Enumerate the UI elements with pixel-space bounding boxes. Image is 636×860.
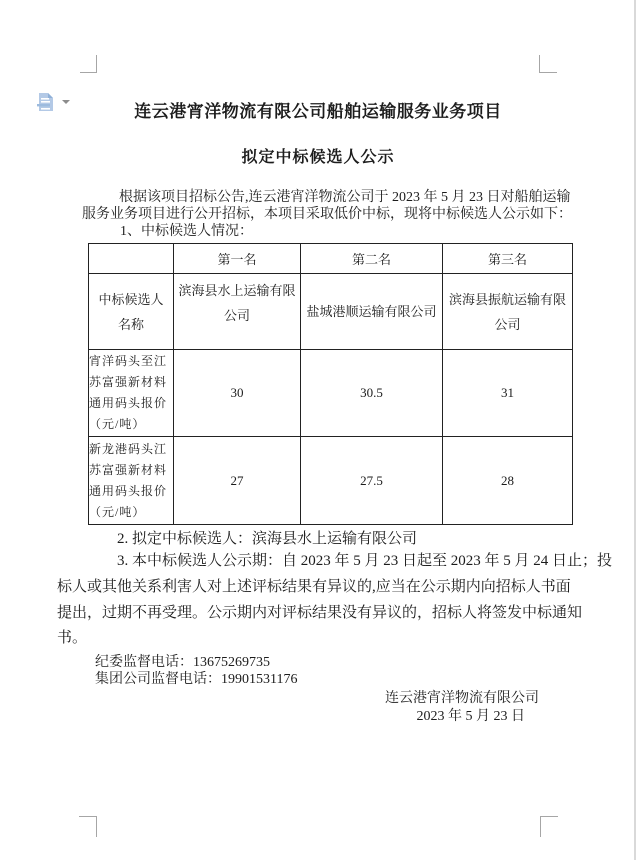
margin-mark-bottom-left	[79, 816, 97, 837]
quote-xinlonggang-2: 27.5	[301, 437, 443, 525]
quote-xiaoyang-2: 30.5	[301, 350, 443, 437]
intro-line-1: 根据该项目招标公告,连云港宵洋物流公司于 2023 年 5 月 23 日对船舶运输	[119, 190, 571, 205]
para3-line-1: 3. 本中标候选人公示期：自 2023 年 5 月 23 日起至 2023 年 5 月 24 日止；投	[117, 553, 613, 569]
margin-mark-bottom-right	[540, 816, 558, 837]
margin-mark-top-right	[539, 55, 557, 73]
quote-xinlonggang-3: 28	[443, 437, 573, 525]
signature-block	[385, 690, 539, 725]
document-subtitle: 拟定中标候选人公示	[241, 149, 395, 166]
para3-line-2: 标人或其他关系利害人对上述评标结果有异议的,应当在公示期内向招标人书面	[57, 579, 571, 595]
table-row-candidate-names	[89, 274, 573, 350]
intro-line-3: 1、中标候选人情况：	[120, 224, 253, 239]
candidate-1-name: 滨海县水上运输有限 公司	[174, 274, 301, 350]
group-phone-line: 集团公司监督电话：19901531176	[95, 672, 298, 687]
para3-line-4: 书。	[57, 630, 88, 646]
candidate-2-name: 盐城港顺运输有限公司	[301, 274, 443, 350]
document-title: 连云港宵洋物流有限公司船舶运输服务业务项目	[134, 102, 502, 121]
para3-line-3: 提出，过期不再受理。公示期内对评标结果没有异议的，招标人将签发中标通知	[57, 605, 583, 621]
header-first-place: 第一名	[174, 244, 301, 274]
row-label-quote-xinlonggang: 新龙港码头江 苏富强新材料 通用码头报价 （元/吨）	[89, 437, 174, 525]
header-empty-cell	[89, 244, 174, 274]
table-row-quote-xiaoyang	[89, 350, 573, 437]
header-second-place: 第二名	[301, 244, 443, 274]
signature-date: 2023 年 5 月 23 日	[416, 709, 525, 724]
table-row-quote-xinlonggang	[89, 437, 573, 525]
row-label-candidate-name: 中标候选人 名称	[89, 274, 174, 350]
quote-xiaoyang-3: 31	[443, 350, 573, 437]
bid-candidates-table	[88, 243, 573, 525]
margin-mark-top-left	[80, 55, 97, 73]
quote-xinlonggang-1: 27	[174, 437, 301, 525]
table-header-row	[89, 244, 573, 274]
header-third-place: 第三名	[443, 244, 573, 274]
item2-proposed-winner: 2. 拟定中标候选人：滨海县水上运输有限公司	[117, 531, 418, 547]
discipline-phone-line: 纪委监督电话：13675269735	[95, 655, 270, 670]
intro-line-2: 服务业务项目进行公开招标，本项目采取低价中标，现将中标候选人公示如下：	[82, 207, 572, 222]
quote-xiaoyang-1: 30	[174, 350, 301, 437]
row-label-quote-xiaoyang: 宵洋码头至江 苏富强新材料 通用码头报价 （元/吨）	[89, 350, 174, 437]
candidate-3-name: 滨海县振航运输有限 公司	[443, 274, 573, 350]
signature-company: 连云港宵洋物流有限公司	[385, 691, 539, 706]
